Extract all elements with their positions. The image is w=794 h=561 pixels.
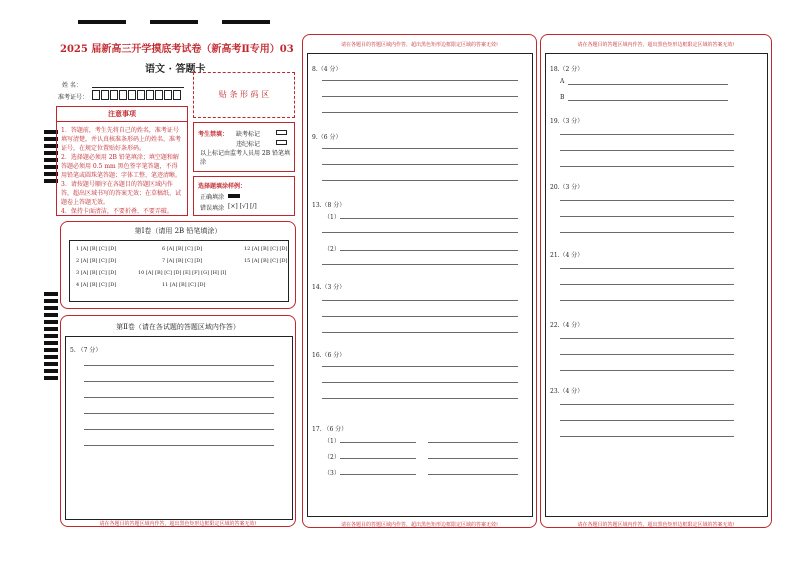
answer-line[interactable]: [322, 332, 518, 333]
wrong-label: 错误填涂: [200, 205, 225, 212]
column3-top-warning: 请在各题目的答题区域内作答，超出黑色矩形边框限定区域的答案无效!: [577, 42, 735, 48]
choice-q15[interactable]: 15 [A] [B] [C] [D]: [244, 258, 288, 264]
notice-item-4: 4．保持卡面清洁，不要折叠、不要弄破。: [61, 208, 173, 215]
timing-mark: [44, 369, 58, 373]
ban-box: [193, 122, 295, 172]
name-field[interactable]: [92, 87, 184, 88]
q17-1-label: （1）: [324, 438, 340, 445]
answer-line[interactable]: [322, 148, 518, 149]
q13-2-label: （2）: [324, 246, 340, 253]
answer-line[interactable]: [560, 420, 734, 421]
answer-line[interactable]: [428, 474, 518, 475]
choice-grid: [69, 240, 289, 302]
answer-line[interactable]: [560, 354, 734, 355]
answer-line[interactable]: [322, 382, 518, 383]
q5-answer-frame: [65, 336, 293, 520]
answer-line[interactable]: [322, 300, 518, 301]
section2-box: [60, 315, 296, 527]
q17-2-label: （2）: [324, 454, 340, 461]
answer-line[interactable]: [568, 84, 728, 85]
q23-label: 23.（4 分）: [550, 388, 584, 395]
q17-3-label: （3）: [324, 470, 340, 477]
ticket-label: 准考证号：: [58, 94, 89, 101]
choice-q3[interactable]: 3 [A] [B] [C] [D]: [76, 270, 117, 276]
choice-q6[interactable]: 6 [A] [B] [C] [D]: [162, 246, 203, 252]
answer-line[interactable]: [84, 397, 274, 398]
answer-line[interactable]: [84, 429, 274, 430]
answer-line[interactable]: [84, 413, 274, 414]
answer-line[interactable]: [560, 166, 734, 167]
choice-q7[interactable]: 7 [A] [B] [C] [D]: [162, 258, 203, 264]
timing-mark: [44, 376, 58, 380]
answer-line[interactable]: [560, 134, 734, 135]
notice-item-3: 3．请按题号顺序在各题目的答题区域内作答，超出区域书写的答案无效；在草稿纸、试题卷上答题无效。: [61, 181, 182, 206]
choice-q10[interactable]: 10 [A] [B] [C] [D] [E] [F] [G] [H] [I]: [138, 270, 227, 276]
answer-line[interactable]: [560, 268, 734, 269]
card-subtitle: 语文 · 答题卡: [145, 64, 206, 75]
name-label: 姓 名：: [62, 82, 82, 89]
answer-line[interactable]: [84, 445, 274, 446]
timing-mark: [44, 348, 58, 352]
answer-line[interactable]: [560, 300, 734, 301]
q22-label: 22.（4 分）: [550, 322, 584, 329]
top-marker-1: [78, 20, 126, 24]
notice-item-1: 1．答题前，考生先将自己的姓名，准考证号填写清楚，并认真核准条形码上的姓名、准考证号，在规定位置贴好条形码。: [61, 127, 182, 152]
section1-title: 第Ⅰ卷（请用 2B 铅笔填涂）: [134, 227, 222, 235]
column2-top-warning: 请在各题目的答题区域内作答，超出黑色矩形边框限定区域的答案无效!: [340, 42, 498, 48]
q19-label: 19.（3 分）: [550, 118, 584, 125]
sample-box: [193, 176, 295, 216]
notice-title: 注意事项: [57, 107, 187, 122]
section2-title: 第Ⅱ卷（请在各试题的答题区域内作答）: [116, 323, 240, 331]
answer-line[interactable]: [560, 284, 734, 285]
answer-line[interactable]: [322, 232, 518, 233]
choice-q1[interactable]: 1 [A] [B] [C] [D]: [76, 246, 117, 252]
ban-note: 以上标记由监考人员用 2B 铅笔填涂: [200, 150, 291, 166]
answer-line[interactable]: [340, 442, 416, 443]
answer-line[interactable]: [560, 232, 734, 233]
column3-bottom-warning: 请在各题目的答题区域内作答，超出黑色矩形边框限定区域的答案无效!: [577, 522, 735, 528]
top-marker-2: [150, 20, 198, 24]
column3-panel: [540, 34, 772, 528]
q21-label: 21.（4 分）: [550, 252, 584, 259]
violation-box[interactable]: [276, 140, 287, 145]
column2-answer-frame: [307, 53, 533, 517]
q18-b-label: B: [560, 94, 565, 101]
answer-line[interactable]: [340, 474, 416, 475]
ban-title: 考生禁填：: [198, 131, 229, 138]
section2-warning: 请在各题目的答题区域内作答，超出黑色矩形边框限定区域的答案无效!: [99, 521, 257, 527]
answer-line[interactable]: [560, 370, 734, 371]
section1-box: [60, 221, 296, 309]
sample-title: 选择题填涂样例：: [198, 183, 247, 190]
ticket-number-boxes[interactable]: [92, 90, 182, 100]
answer-line[interactable]: [322, 164, 518, 165]
q8-label: 8.（4 分）: [312, 66, 342, 73]
column2-bottom-warning: 请在各题目的答题区域内作答，超出黑色矩形边框限定区域的答案无效!: [340, 522, 498, 528]
q18-a-label: A: [560, 78, 565, 85]
timing-mark: [44, 341, 58, 345]
choice-q12[interactable]: 12 [A] [B] [C] [D]: [244, 246, 288, 252]
correct-mark: [228, 194, 240, 198]
choice-q11[interactable]: 11 [A] [B] [C] [D]: [162, 282, 206, 288]
q13-1-label: （1）: [324, 214, 340, 221]
correct-label: 正确填涂: [200, 194, 225, 201]
violation-label: 违纪标记: [236, 141, 261, 148]
answer-line[interactable]: [322, 80, 518, 81]
answer-line[interactable]: [560, 200, 734, 201]
answer-line[interactable]: [340, 250, 518, 251]
barcode-area: [193, 72, 295, 118]
answer-line[interactable]: [322, 112, 518, 113]
answer-line[interactable]: [322, 180, 518, 181]
choice-q2[interactable]: 2 [A] [B] [C] [D]: [76, 258, 117, 264]
answer-line[interactable]: [560, 150, 734, 151]
answer-line[interactable]: [340, 218, 518, 219]
timing-mark: [44, 355, 58, 359]
timing-mark: [44, 299, 58, 303]
notice-box: [56, 106, 188, 216]
column2-panel: [302, 34, 537, 528]
notice-item-2: 2．选择题必须用 2B 铅笔填涂；填空题和解答题必须用 0.5 mm 黑色签字笔答题，不得用铅笔或圆珠笔答题；字体工整、笔迹清晰。: [61, 154, 182, 179]
top-marker-3: [222, 20, 270, 24]
q5-label: 5. （7 分）: [70, 347, 102, 354]
q13-label: 13.（8 分）: [312, 202, 346, 209]
answer-line[interactable]: [322, 316, 518, 317]
answer-line[interactable]: [84, 381, 274, 382]
answer-line[interactable]: [340, 458, 416, 459]
timing-mark: [44, 362, 58, 366]
timing-mark: [44, 320, 58, 324]
absent-label: 缺考标记: [236, 131, 261, 138]
answer-line[interactable]: [560, 338, 734, 339]
timing-mark: [44, 334, 58, 338]
answer-line[interactable]: [322, 264, 518, 265]
wrong-marks: [×] [√] [/]: [228, 203, 257, 210]
answer-line[interactable]: [84, 365, 274, 366]
answer-line[interactable]: [428, 442, 518, 443]
timing-mark: [44, 313, 58, 317]
answer-line[interactable]: [560, 404, 734, 405]
q14-label: 14.（3 分）: [312, 284, 346, 291]
q18-label: 18.（2 分）: [550, 66, 584, 73]
q17-label: 17. （6 分）: [312, 426, 348, 433]
barcode-label: 贴 条 形 码 区: [218, 90, 270, 99]
answer-line[interactable]: [322, 398, 518, 399]
timing-mark: [44, 327, 58, 331]
column3-answer-frame: [545, 53, 768, 517]
exam-title: 2025 届新高三开学摸底考试卷（新高考Ⅱ专用）03: [60, 44, 294, 55]
timing-mark: [44, 306, 58, 310]
choice-q4[interactable]: 4 [A] [B] [C] [D]: [76, 282, 117, 288]
q16-label: 16.（6 分）: [312, 352, 346, 359]
q20-label: 20.（3 分）: [550, 184, 584, 191]
answer-line[interactable]: [560, 436, 734, 437]
answer-line[interactable]: [322, 96, 518, 97]
answer-line[interactable]: [428, 458, 518, 459]
answer-line[interactable]: [568, 100, 728, 101]
answer-line[interactable]: [560, 216, 734, 217]
absent-box[interactable]: [276, 130, 287, 135]
q9-label: 9.（6 分）: [312, 134, 342, 141]
timing-mark: [44, 292, 58, 296]
answer-line[interactable]: [322, 366, 518, 367]
